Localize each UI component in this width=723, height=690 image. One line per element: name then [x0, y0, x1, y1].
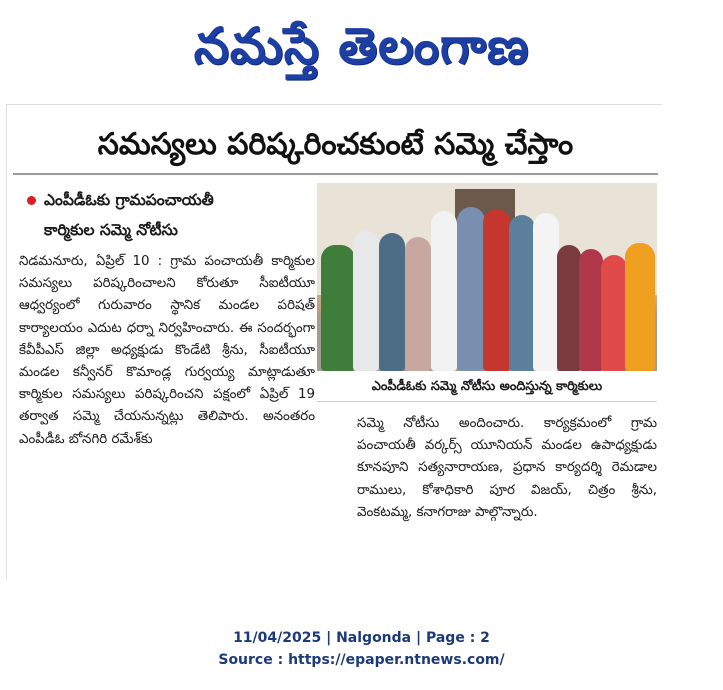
article-subhead [27, 185, 302, 245]
photo-person [431, 211, 457, 371]
photo-person [457, 207, 485, 371]
photo-person [533, 213, 559, 371]
photo-person [321, 245, 355, 371]
photo-person [625, 243, 655, 371]
photo-person [601, 255, 627, 371]
subhead-line-1 [27, 185, 302, 215]
subhead-line-2: కార్మికుల సమ్మె నోటీసు [44, 221, 178, 239]
headline-divider [13, 173, 658, 175]
article-body-left: నిడమనూరు, ఏప్రిల్ 10 : గ్రామ పంచాయతీ కార్మికుల సమస్యలు పరిష్కరించాలని కోరుతూ సీఐటీయూ ఆధ్వర్యంలో గురువారం స్థానిక మండల పరిషత్ కార్యాలయం ఎదుట ధర్నా నిర్వహించారు. ఈ సందర్భంగా కేవీపీఎస్ జిల్లా అధ్యక్షుడు కొండేటి శ్రీను, సీఐటీయూ మండల కన్వీనర్ కొమాండ్ల గుర్వయ్య మాట్లాడుతూ కార్మికుల సమస్యలు పరిష్కరించని పక్షంలో ఏప్రిల్ 19 తర్వాత సమ్మె చేయనున్నట్లు తెలిపారు. అనంతరం ఎంపీడీఓ బోనగిరి రమేశ్‌కు [19, 254, 315, 447]
footer-date-edition: 11/04/2025 | Nalgonda | Page : 2 [233, 630, 490, 646]
photo-person [379, 233, 405, 371]
article-photo [317, 183, 657, 371]
photo-person [353, 231, 379, 371]
photo-person [483, 209, 511, 371]
article-headline: సమస్యలు పరిష్కరించకుంటే సమ్మె చేస్తాం [97, 127, 574, 162]
subhead-line-1-text: ఎంపీడీఓకు గ్రామపంచాయతీ [44, 191, 214, 209]
photo-person [579, 249, 603, 371]
bullet-icon [27, 196, 36, 205]
news-clipping [6, 104, 662, 580]
photo-person [557, 245, 581, 371]
footer-source: Source : https://epaper.ntnews.com/ [218, 652, 505, 668]
masthead-logo: నమస్తే తెలంగాణ [193, 17, 530, 75]
photo-caption: ఎంపీడీఓకు సమ్మె నోటీసు అందిస్తున్న కార్మికులు [317, 373, 657, 402]
photo-person [405, 237, 431, 371]
photo-person [509, 215, 535, 371]
article-body-right: సమ్మె నోటీసు అందించారు. కార్యక్రమంలో గ్రామ పంచాయతీ వర్కర్స్ యూనియన్ మండల ఉపాధ్యక్షుడు కూనపూని సత్యనారాయణ, ప్రధాన కార్యదర్శి రెమడాల రాములు, కోశాధికారి పూర విజయ్, చిత్రం శ్రీను, వెంకటమ్మ, కనాగరాజు పాల్గొన్నారు. [357, 416, 657, 520]
